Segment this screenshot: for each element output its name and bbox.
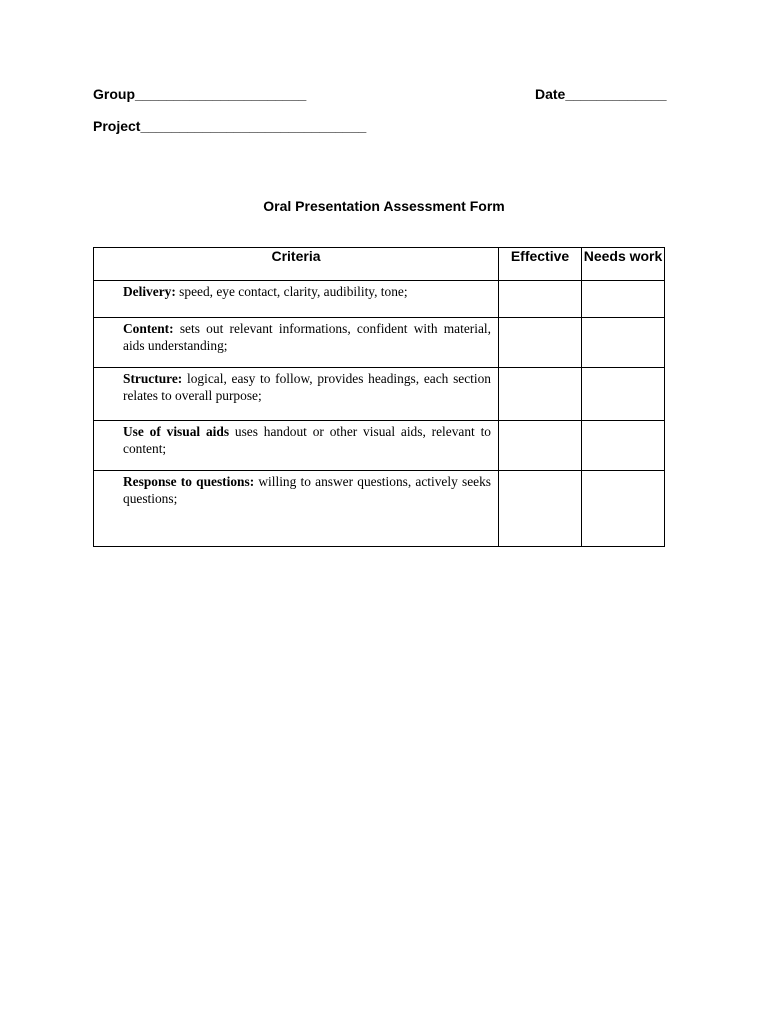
effective-cell[interactable] [499, 421, 582, 471]
effective-cell[interactable] [499, 281, 582, 318]
criteria-cell-delivery [94, 281, 499, 318]
effective-cell[interactable] [499, 368, 582, 421]
needs-work-cell[interactable] [582, 471, 665, 547]
project-label: Project [93, 118, 141, 134]
needs-work-cell[interactable] [582, 368, 665, 421]
form-title: Oral Presentation Assessment Form [263, 198, 505, 214]
criteria-cell-content [94, 318, 499, 368]
criteria-label: Delivery: [123, 284, 176, 299]
table-row [94, 281, 665, 318]
table-header-row [94, 248, 665, 281]
needs-work-cell[interactable] [582, 281, 665, 318]
project-blank-line[interactable]: _____________________________ [140, 118, 367, 134]
table-row [94, 368, 665, 421]
group-label: Group [93, 86, 135, 102]
criteria-text: uses handout or other visual aids, relevant to content; [123, 424, 491, 456]
date-field [535, 86, 667, 102]
group-blank-line[interactable]: ______________________ [135, 86, 307, 102]
criteria-label: Structure: [123, 371, 183, 386]
needs-work-cell[interactable] [582, 421, 665, 471]
effective-column-header: Effective [499, 248, 582, 281]
needs-work-column-header: Needs work [582, 248, 665, 281]
criteria-label: Content: [123, 321, 174, 336]
table-row [94, 318, 665, 368]
criteria-text: logical, easy to follow, provides headings, each section relates to overall purpose; [123, 371, 491, 403]
table-row [94, 421, 665, 471]
needs-work-cell[interactable] [582, 318, 665, 368]
criteria-cell-visual-aids [94, 421, 499, 471]
assessment-table [93, 247, 665, 547]
group-field [93, 86, 306, 102]
criteria-column-header: Criteria [94, 248, 499, 281]
criteria-cell-response [94, 471, 499, 547]
date-blank-line[interactable]: _____________ [565, 86, 667, 102]
project-field [93, 118, 366, 134]
date-label: Date [535, 86, 566, 102]
criteria-label: Response to questions: [123, 474, 255, 489]
criteria-text: sets out relevant informations, confident with material, aids understanding; [123, 321, 491, 353]
criteria-label: Use of visual aids [123, 424, 230, 439]
effective-cell[interactable] [499, 471, 582, 547]
criteria-cell-structure [94, 368, 499, 421]
table-row [94, 471, 665, 547]
criteria-text: willing to answer questions, actively seeks questions; [123, 474, 491, 506]
effective-cell[interactable] [499, 318, 582, 368]
criteria-text: speed, eye contact, clarity, audibility, tone; [179, 284, 408, 299]
